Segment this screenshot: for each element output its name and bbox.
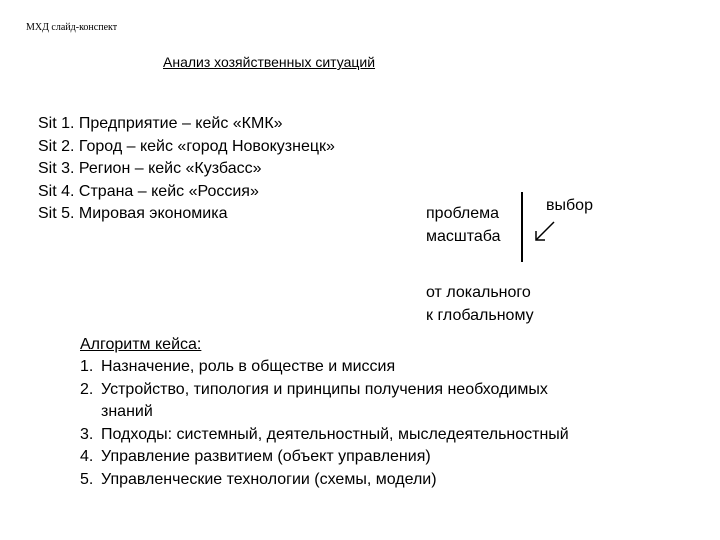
algorithm-step-3 [80, 424, 569, 447]
situations-list [38, 113, 335, 226]
step-text-line1: Управленческие технологии (схемы, модели) [101, 470, 437, 488]
step-text-line1: Управление развитием (объект управления) [101, 448, 431, 465]
header-note: МХД слайд-конспект [26, 22, 118, 33]
scale-problem-label [426, 203, 500, 248]
step-text-line1: Подходы: системный, деятельностный, мыследеятельностный [101, 425, 569, 443]
step-number: 3. [80, 425, 94, 443]
step-number: 1. [80, 358, 94, 375]
scale-problem-line1: проблема [426, 205, 500, 222]
algorithm-step-5 [80, 469, 569, 492]
scale-range-line2: к глобальному [426, 306, 534, 324]
step-text [101, 424, 569, 447]
situation-item-4: Sit 4. Страна – кейс «Россия» [38, 182, 259, 200]
step-text [101, 469, 437, 492]
step-number: 4. [80, 448, 94, 465]
algorithm-step-1 [80, 356, 569, 379]
vertical-divider [521, 192, 523, 262]
situation-item-5: Sit 5. Мировая экономика [38, 205, 228, 222]
algorithm-title: Алгоритм кейса: [80, 336, 202, 353]
algorithm-steps-list [80, 356, 569, 491]
step-text [101, 379, 548, 424]
step-number: 2. [80, 380, 94, 398]
algorithm-step-4 [80, 446, 569, 469]
step-text-line1: Устройство, типология и принципы получения необходимых [101, 380, 548, 398]
scale-range-label [426, 282, 534, 327]
situation-item-3: Sit 3. Регион – кейс «Кузбасс» [38, 160, 262, 177]
choice-label: выбор [546, 197, 593, 214]
step-number: 5. [80, 470, 94, 488]
scale-problem-line2: масштаба [426, 227, 501, 245]
step-text-line2: знаний [101, 403, 153, 420]
slide-title: Анализ хозяйственных ситуаций [163, 54, 376, 70]
scale-range-line1: от локального [426, 284, 531, 301]
step-text-line1: Назначение, роль в обществе и миссия [101, 358, 396, 375]
step-text [101, 446, 431, 469]
situation-item-1: Sit 1. Предприятие – кейс «КМК» [38, 115, 283, 132]
arrow-down-left-icon [530, 218, 558, 246]
step-text [101, 356, 395, 379]
algorithm-step-2 [80, 379, 569, 424]
situation-item-2: Sit 2. Город – кейс «город Новокузнецк» [38, 137, 335, 155]
